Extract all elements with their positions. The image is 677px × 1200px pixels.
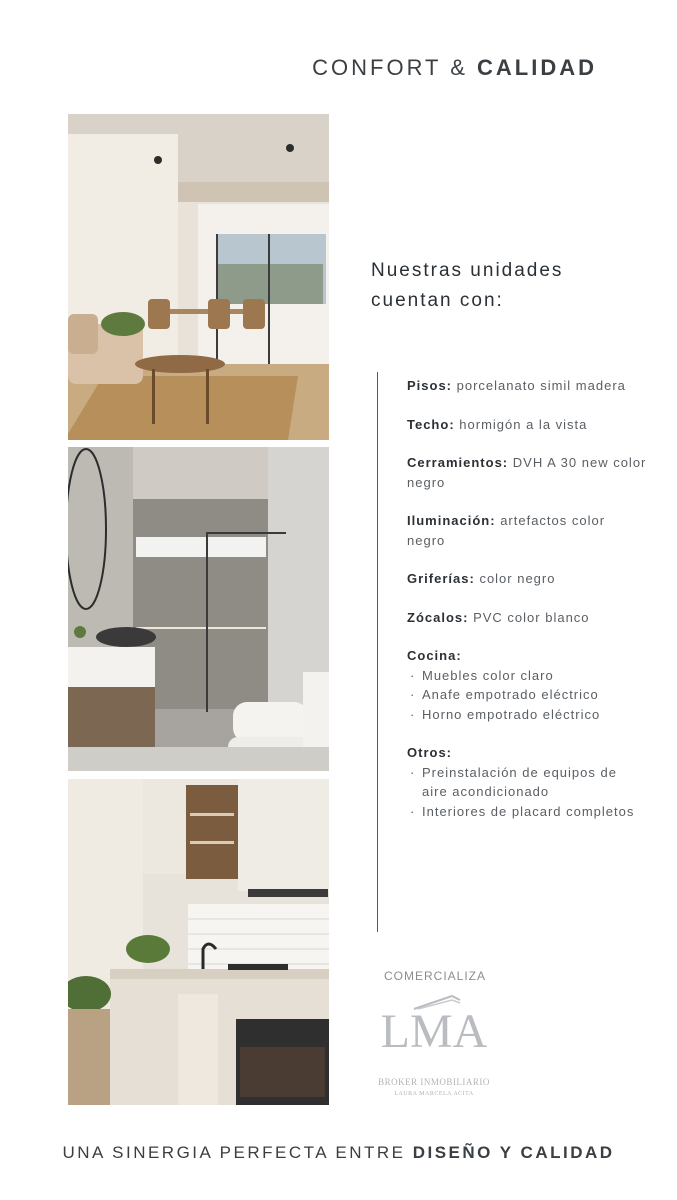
intro-heading [371,256,631,316]
feature-text: porcelanato simil madera [456,378,626,393]
otros-label: Otros: [407,745,452,760]
feature-label: Iluminación: [407,513,496,528]
feature-label: Cerramientos: [407,455,509,470]
feature-cocina [407,646,647,724]
footer-bold: DISEÑO Y CALIDAD [412,1143,615,1162]
features-list [407,376,647,840]
comercializa-label: COMERCIALIZA [384,969,487,983]
logo-text: LMA [380,1005,488,1058]
feature-iluminacion [407,511,647,550]
feature-text: color negro [479,571,556,586]
feature-cerramientos [407,453,647,492]
list-item: · Anafe empotrado eléctrico [407,685,647,705]
footer-tagline [0,1143,677,1163]
cocina-label: Cocina: [407,648,462,663]
feature-text: artefactos color negro [407,513,606,548]
divider-line [377,372,378,932]
logo-subtitle: BROKER INMOBILIARIO [378,1077,490,1087]
feature-griferias [407,569,647,589]
intro-line-1: Nuestras unidades [371,260,564,281]
feature-text: DVH A 30 new color negro [407,455,647,490]
feature-label: Techo: [407,416,455,432]
feature-zocalos [407,608,647,628]
page-title [0,55,677,81]
feature-text: hormigón a la vista [459,416,588,432]
feature-pisos [407,376,647,396]
list-item: · Interiores de placard completos [407,802,647,822]
feature-text: PVC color blanco [473,609,590,625]
living-room-photo [68,114,329,440]
feature-techo [407,415,647,435]
kitchen-photo [68,779,329,1105]
feature-otros [407,743,647,821]
list-item: · Muebles color claro [407,666,647,686]
feature-label: Griferías: [407,571,475,586]
intro-line-2: cuentan con: [371,290,504,311]
title-light: CONFORT & [312,55,477,80]
list-item: · Preinstalación de equipos de aire acondicionado [407,763,647,802]
feature-label: Zócalos: [407,609,469,625]
list-item: · Horno empotrado eléctrico [407,705,647,725]
footer-light: UNA SINERGIA PERFECTA ENTRE [62,1143,413,1162]
feature-label: Pisos: [407,378,453,393]
title-bold: CALIDAD [477,55,597,80]
broker-logo [374,990,494,1105]
bathroom-photo [68,447,329,771]
logo-name: LAURA MARCELA ACITA [394,1091,474,1097]
